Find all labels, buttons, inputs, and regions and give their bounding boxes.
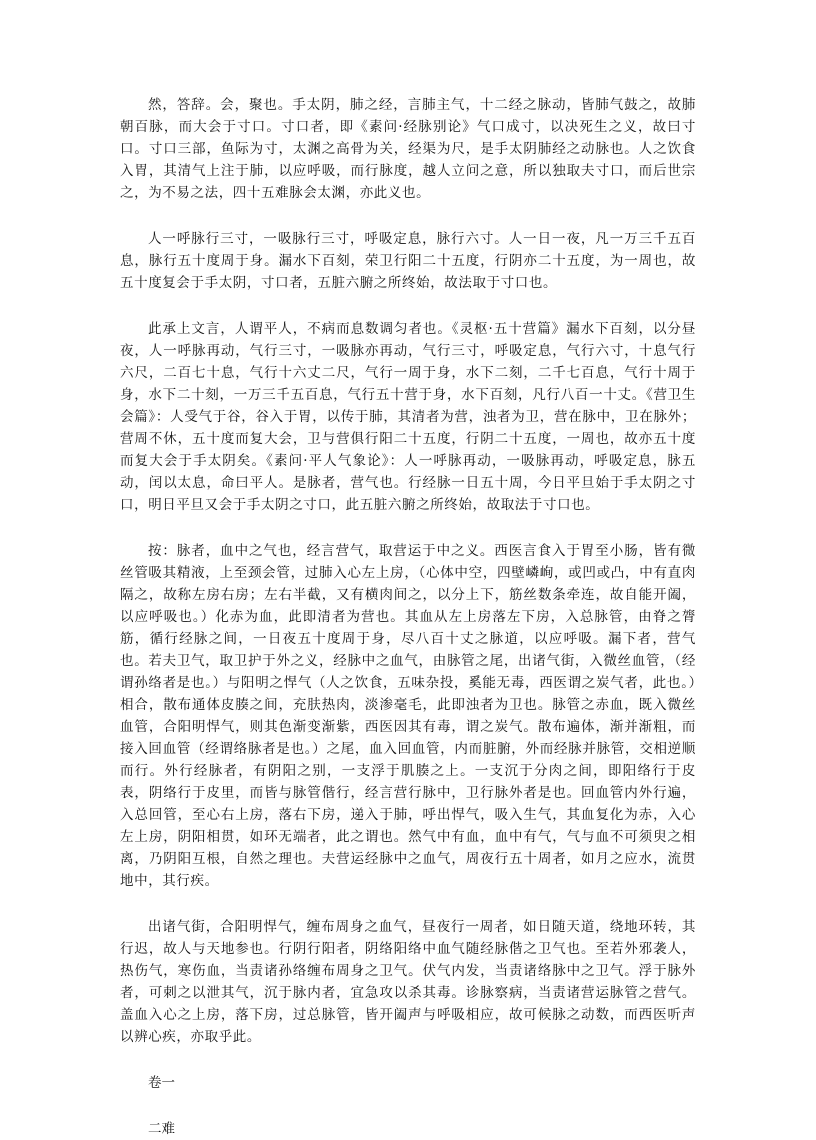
section-heading: 二难	[148, 1121, 175, 1137]
paragraph: 出诸气街，合阳明悍气，缠布周身之血气，昼夜行一周者，如日随天道，绕地环转，其行迟，故人与天地参也。行阴行阳者，阴络阳络中血气随经脉偕之卫气也。至若外邪袭人，热伤气，寒伤血，当责诸孙络缠布周身之卫气。伏气内发，当责诸络脉中之卫气。浮于脉外者，可刺之以泄其气，沉于脉内者，宜急攻以杀其毒。诊脉察病，当责诸营运脉管之营气。盖血入心之上房，落下房，过总脉管，皆开阖声与呼吸相应，故可候脉之动数，而西医听声以辨心疾，亦取乎此。	[120, 919, 696, 1045]
paragraph: 人一呼脉行三寸，一吸脉行三寸，呼吸定息，脉行六寸。人一日一夜，凡一万三千五百息，脉行五十度周于身。漏水下百刻，荣卫行阳二十五度，行阴亦二十五度，为一周也，故五十度复会于手太阴，寸口者，五脏六腑之所终始，故法取于寸口也。	[120, 231, 696, 291]
volume-label: 卷一	[148, 1075, 175, 1091]
paragraph: 然，答辞。会，聚也。手太阴，肺之经，言肺主气，十二经之脉动，皆肺气鼓之，故肺朝百脉，而大会于寸口。寸口者，即《素问·经脉别论》气口成寸，以决死生之义，故曰寸口。寸口三部，鱼际为寸，太渊之高骨为关，经渠为尺，是手太阴肺经之动脉也。人之饮食入胃，其清气上注于肺，以应呼吸，而行脉度，越人立问之意，所以独取夫寸口，而后世宗之，为不易之法，四十五难脉会太渊，亦此义也。	[120, 97, 696, 201]
paragraph: 按：脉者，血中之气也，经言营气，取营运于中之义。西医言食入于胃至小肠，皆有微丝管吸其精液，上至颈会管，过肺入心左上房，（心体中空，四壁嶙峋，或凹或凸，中有直肉隔之，故称左房右房；左右半截，又有横肉间之，以分上下，筋丝数条牵连，故自能开阖，以应呼吸也。）化赤为血，此即清者为营也。其血从左上房落左下房，入总脉管，由脊之膂筋，循行经脉之间，一日夜五十度周于身，尽八百十丈之脉道，以应呼吸。漏下者，营气也。若夫卫气，取卫护于外之义，经脉中之血气，由脉管之尾，出诸气街，入微丝血管，（经谓孙络者是也。）与阳明之悍气（人之饮食，五味杂投，奚能无毒，西医谓之炭气者，此也。）相合，散布通体皮腠之间，充肤热肉，淡渗毫毛，此即浊者为卫也。脉管之赤血，既入微丝血管，合阳明悍气，则其色渐变渐紫，西医因其有毒，谓之炭气。散布遍体，渐并渐粗，而接入回血管（经谓络脉者是也。）之尾，血入回血管，内而脏腑，外而经脉并脉管，交相逆顺而行。外行经脉者，有阴阳之别，一支浮于肌腠之上。一支沉于分肉之间，即阳络行于皮表，阴络行于皮里，而皆与脉管偕行，经言营行脉中，卫行脉外者是也。回血管内外行遍，入总回管，至心右上房，落右下房，递入于肺，呼出悍气，吸入生气，其血复化为赤，入心左上房，阴阳相贯，如环无端者，此之谓也。然气中有血，血中有气，气与血不可须臾之相离，乃阴阳互根，自然之理也。夫营运经脉中之血气，周夜行五十周者，如月之应水，流贯地中，其行疾。	[120, 543, 696, 889]
document-page	[120, 94, 696, 1140]
paragraph: 此承上文言，人谓平人，不病而息数调匀者也。《灵枢·五十营篇》漏水下百刻，以分昼夜，人一呼脉再动，气行三寸，一吸脉亦再动，气行三寸，呼吸定息，气行六寸，十息气行六尺，二百七十息，气行十六丈二尺，气行一周于身，水下二刻，二千七百息，气行十周于身，水下二十刻，一万三千五百息，气行五十营于身，水下百刻，凡行八百一十丈。《营卫生会篇》：人受气于谷，谷入于胃，以传于肺，其清者为营，浊者为卫，营在脉中，卫在脉外；营周不休，五十度而复大会，卫与营俱行阳二十五度，行阴二十五度，一周也，故亦五十度而复大会于手太阴矣。《素问·平人气象论》：人一呼脉再动，一吸脉再动，呼吸定息，脉五动，闰以太息，命曰平人。是脉者，营气也。行经脉一日五十周，今日平旦始于手太阴之寸口，明日平旦又会于手太阴之寸口，此五脏六腑之所终始，故取法于寸口也。	[120, 321, 696, 513]
